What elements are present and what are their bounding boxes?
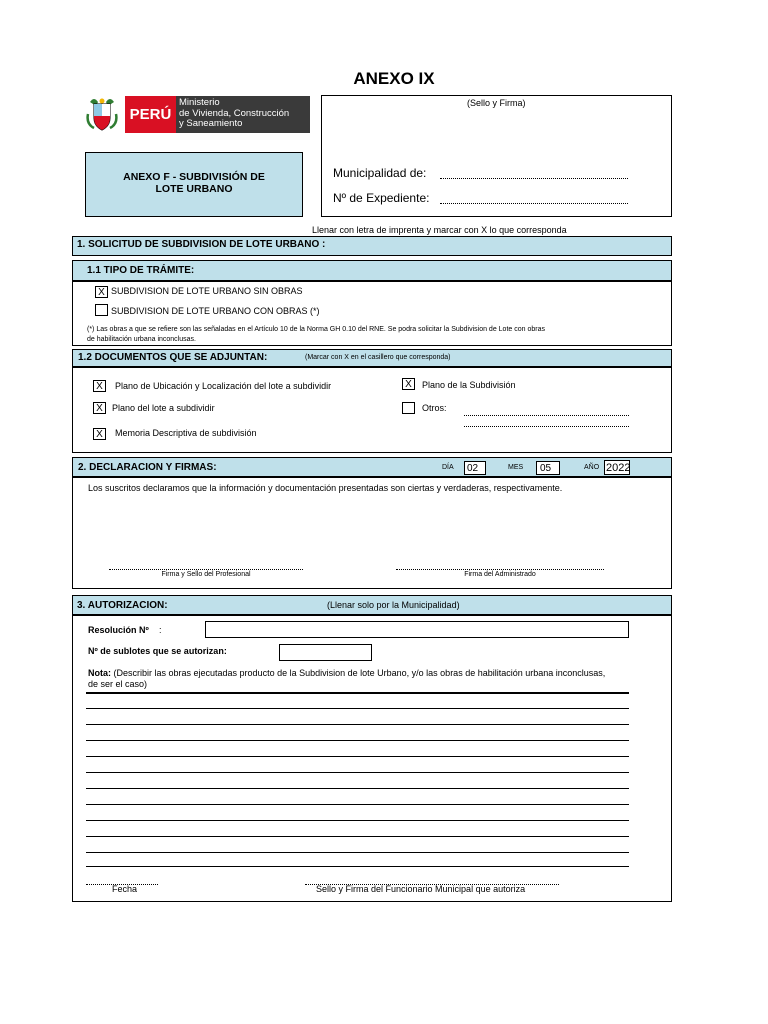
- expediente-field[interactable]: [440, 203, 628, 204]
- sublotes-label: Nº de sublotes que se autorizan:: [88, 646, 227, 656]
- dia-label: DÍA: [442, 464, 454, 471]
- section-2-title: 2. DECLARACION Y FIRMAS:: [78, 462, 217, 473]
- firma-administrado-line[interactable]: [396, 569, 604, 570]
- dia-field[interactable]: 02: [464, 461, 486, 475]
- section-3-header: [72, 595, 672, 615]
- nota-writing-line[interactable]: [86, 756, 629, 757]
- otros-field-1[interactable]: [464, 415, 629, 416]
- nota-writing-line[interactable]: [86, 836, 629, 837]
- nota-writing-line[interactable]: [86, 788, 629, 789]
- ministry-line-2: de Vivienda, Construcción: [179, 107, 290, 119]
- peru-badge: [125, 96, 176, 133]
- resolucion-colon: :: [159, 625, 162, 635]
- firma-administrado-label: Firma del Administrado: [464, 571, 536, 578]
- option-sin-obras-label: SUBDIVISION DE LOTE URBANO SIN OBRAS: [111, 286, 303, 296]
- section-3-body: [72, 615, 672, 902]
- nota-writing-line[interactable]: [86, 740, 629, 741]
- instruction-text: Llenar con letra de imprenta y marcar con X lo que corresponda: [312, 225, 567, 235]
- checkbox-plano-subdivision[interactable]: X: [402, 378, 415, 390]
- nota-writing-line[interactable]: [86, 708, 629, 709]
- nota-writing-line[interactable]: [86, 804, 629, 805]
- ministry-name-block: [176, 96, 310, 133]
- ministry-line-3: y Saneamiento: [179, 118, 243, 129]
- otros-field-2[interactable]: [464, 426, 629, 427]
- checkbox-otros[interactable]: [402, 402, 415, 414]
- checkbox-con-obras[interactable]: [95, 304, 108, 316]
- expediente-label: Nº de Expediente:: [333, 191, 430, 205]
- doc-plano-lote-label: Plano del lote a subdividir: [112, 403, 215, 413]
- checkbox-memoria[interactable]: X: [93, 428, 106, 440]
- section-1-1-header: [72, 260, 672, 281]
- nota-writing-line[interactable]: [86, 772, 629, 773]
- doc-plano-ubicacion-label: Plano de Ubicación y Localización del lote a subdividir: [115, 381, 332, 391]
- nota-writing-line[interactable]: [86, 866, 629, 867]
- doc-plano-subdivision-label: Plano de la Subdivisión: [422, 380, 516, 390]
- section-1-2-body: [72, 367, 672, 453]
- note-obras-line-2: de habilitación urbana inconclusas.: [87, 336, 196, 343]
- municipalidad-label: Municipalidad de:: [333, 166, 427, 180]
- doc-memoria-label: Memoria Descriptiva de subdivisión: [115, 428, 257, 438]
- nota-writing-line[interactable]: [86, 820, 629, 821]
- seal-label: (Sello y Firma): [467, 98, 526, 108]
- mes-field[interactable]: 05: [536, 461, 560, 475]
- checkbox-plano-lote[interactable]: X: [93, 402, 106, 414]
- peru-label: PERÚ: [129, 106, 172, 123]
- anexo-f-line-1: ANEXO F - SUBDIVISIÓN DE: [123, 171, 265, 183]
- section-1-2-title: 1.2 DOCUMENTOS QUE SE ADJUNTAN:: [78, 352, 268, 363]
- municipalidad-field[interactable]: [440, 178, 628, 179]
- nota-bold-label: Nota:: [88, 668, 111, 678]
- nota-line-1: (Describir las obras ejecutadas producto de la Subdivision de lote Urbano, y/o las obras de habilitación urbana inconclusas,: [111, 668, 606, 678]
- section-2-body: [72, 477, 672, 589]
- nota-writing-line[interactable]: [86, 852, 629, 853]
- funcionario-label: Sello y Firma del Funcionario Municipal que autoriza: [316, 884, 526, 894]
- seal-box: [321, 95, 672, 217]
- nota-writing-line[interactable]: [86, 724, 629, 725]
- section-1-2-header: [72, 349, 672, 367]
- section-1-1-body: [72, 281, 672, 346]
- nota-line-top: [86, 692, 629, 694]
- ministry-line-1: Ministerio: [179, 97, 220, 108]
- option-con-obras-label: SUBDIVISION DE LOTE URBANO CON OBRAS (*): [111, 306, 320, 316]
- checkbox-sin-obras[interactable]: X: [95, 286, 108, 298]
- sublotes-field[interactable]: [279, 644, 372, 661]
- firma-profesional-label: Firma y Sello del Profesional: [161, 571, 251, 578]
- firma-profesional-line[interactable]: [109, 569, 303, 570]
- anexo-f-line-2: LOTE URBANO: [155, 183, 233, 195]
- section-3-title: 3. AUTORIZACION:: [77, 600, 168, 611]
- declaration-text: Los suscritos declaramos que la información y documentación presentadas son ciertas y verdaderas, respectivamente.: [88, 483, 563, 493]
- section-3-hint: (Llenar solo por la Municipalidad): [327, 600, 460, 610]
- section-1-1-title: 1.1 TIPO DE TRÁMITE:: [87, 265, 195, 276]
- coat-of-arms-icon: [84, 96, 120, 133]
- note-obras-line-1: (*) Las obras a que se refiere son las señaladas en el Artículo 10 de la Norma GH 0.10 del RNE. Se podra solicitar la Subdivision de Lote con obras: [87, 326, 545, 333]
- ministry-logo: [84, 96, 310, 133]
- mes-label: MES: [508, 464, 524, 471]
- page-title: ANEXO IX: [353, 69, 435, 88]
- anexo-f-box: [85, 152, 303, 217]
- anio-field[interactable]: 2022: [606, 462, 631, 474]
- section-1-2-hint: (Marcar con X en el casillero que corresponda): [305, 354, 451, 361]
- section-2-header: [72, 457, 672, 477]
- resolucion-label: Resolución Nº: [88, 625, 149, 635]
- checkbox-plano-ubicacion[interactable]: X: [93, 380, 106, 392]
- nota-text: [88, 668, 633, 690]
- anio-label: AÑO: [584, 464, 600, 471]
- resolucion-field[interactable]: [205, 621, 629, 638]
- doc-otros-label: Otros:: [422, 403, 447, 413]
- section-1-header: [72, 236, 672, 256]
- section-1-title: 1. SOLICITUD DE SUBDIVISION DE LOTE URBANO :: [77, 239, 326, 250]
- fecha-label: Fecha: [112, 884, 138, 894]
- nota-line-2: de ser el caso): [88, 679, 148, 689]
